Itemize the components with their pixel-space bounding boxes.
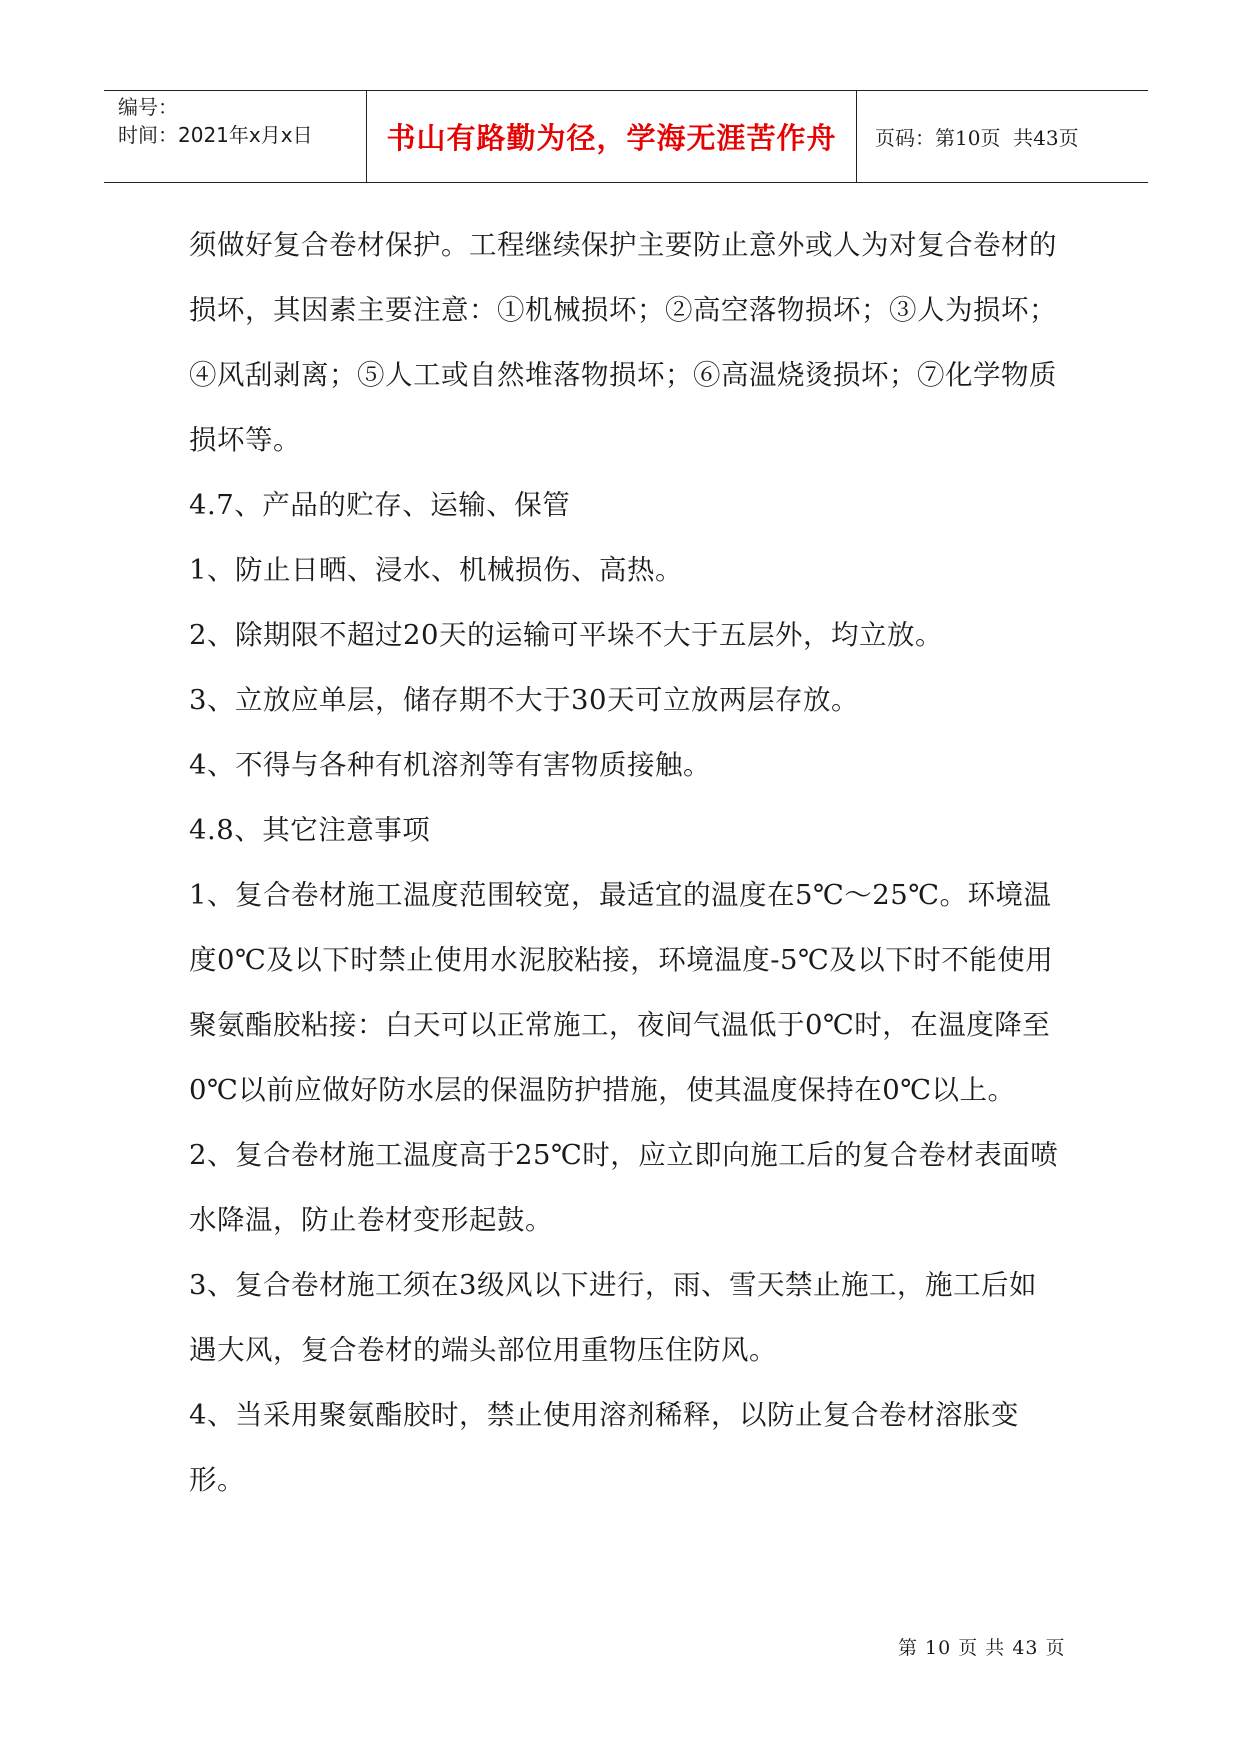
header-motto: 书山有路勤为径，学海无涯苦作舟	[367, 91, 857, 182]
page-header	[104, 90, 1148, 183]
list-item: 4、不得与各种有机溶剂等有害物质接触。	[189, 749, 711, 781]
header-page-code	[857, 91, 1148, 182]
page-code-text: 页码：第10页 共43页	[875, 126, 1079, 150]
page-footer: 第 10 页 共 43 页	[898, 1637, 1066, 1659]
header-meta	[104, 91, 367, 182]
document-body	[189, 213, 1059, 1513]
paragraph-protection: 须做好复合卷材保护。工程继续保护主要防止意外或人为对复合卷材的损坏，其因素主要注意：①机械损坏；②高空落物损坏；③人为损坏；④风刮剥离；⑤人工或自然堆落物损坏；⑥高温烧烫损坏；⑦化学物质损坏等。	[189, 229, 1057, 456]
list-item: 2、除期限不超过20天的运输可平垛不大于五层外，均立放。	[189, 619, 943, 651]
document-time-label: 时间：2021年x月x日	[118, 123, 313, 147]
section-heading-4-7: 4.7、产品的贮存、运输、保管	[189, 489, 571, 521]
list-item: 3、立放应单层，储存期不大于30天可立放两层存放。	[189, 684, 859, 716]
list-item: 1、防止日晒、浸水、机械损伤、高热。	[189, 554, 683, 586]
list-item: 2、复合卷材施工温度高于25℃时，应立即向施工后的复合卷材表面喷水降温，防止卷材变形起鼓。	[189, 1139, 1059, 1236]
list-item: 3、复合卷材施工须在3级风以下进行，雨、雪天禁止施工，施工后如遇大风，复合卷材的端头部位用重物压住防风。	[189, 1269, 1037, 1366]
section-heading-4-8: 4.8、其它注意事项	[189, 814, 431, 846]
list-item: 1、复合卷材施工温度范围较宽，最适宜的温度在5℃～25℃。环境温度0℃及以下时禁止使用水泥胶粘接，环境温度-5℃及以下时不能使用聚氨酯胶粘接：白天可以正常施工，夜间气温低于0℃时，在温度降至0℃以前应做好防水层的保温防护措施，使其温度保持在0℃以上。	[189, 879, 1054, 1106]
list-item: 4、当采用聚氨酯胶时，禁止使用溶剂稀释，以防止复合卷材溶胀变形。	[189, 1399, 1019, 1496]
document-number-label: 编号：	[118, 95, 178, 119]
